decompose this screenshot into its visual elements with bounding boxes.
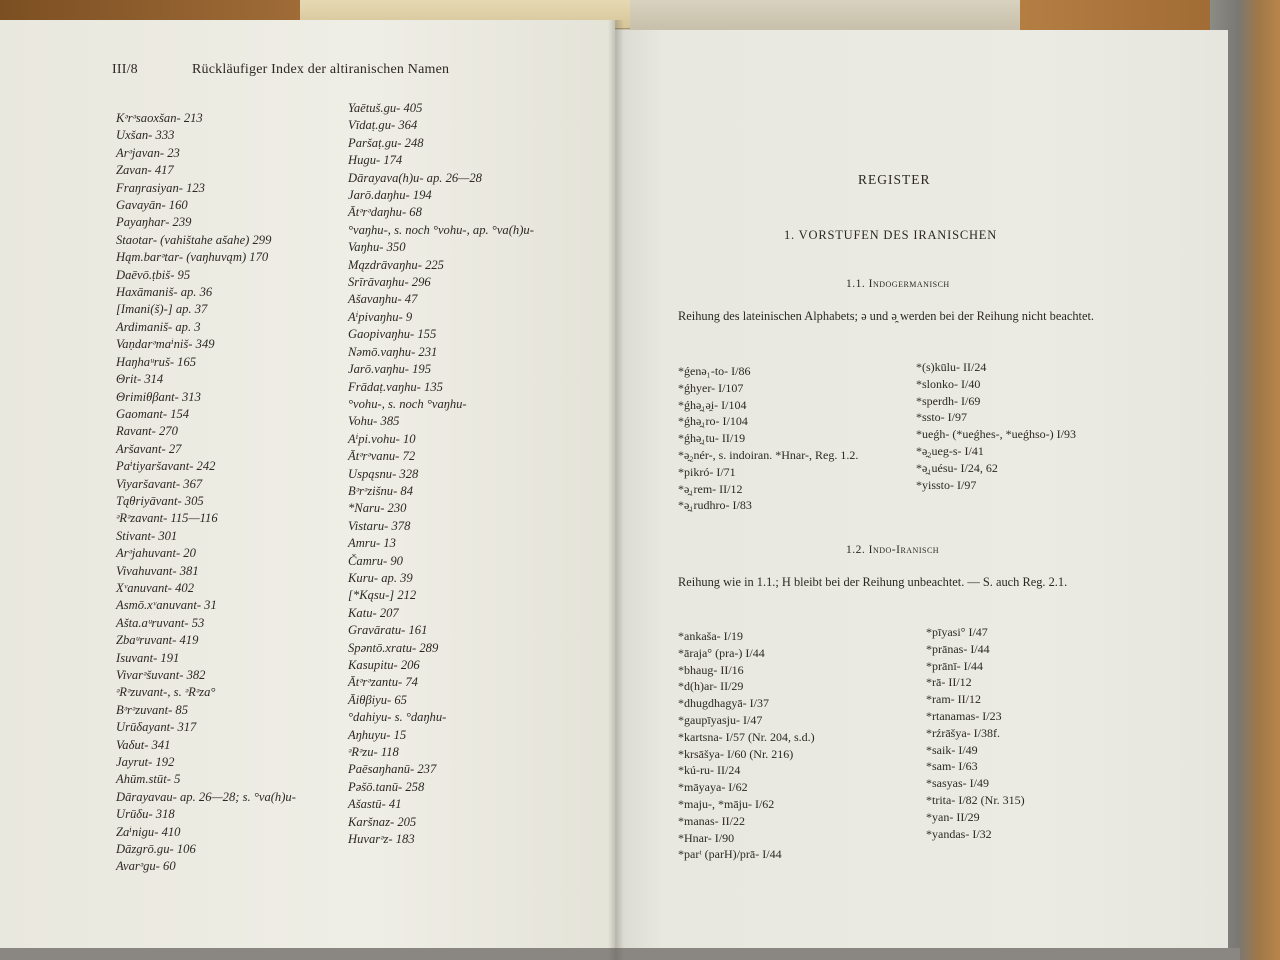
index-entry: *ǵenə₁-to- I/86 (678, 364, 751, 378)
index-column-2 (348, 100, 588, 848)
index-entry: Gaopivaŋhu- 155 (348, 327, 437, 342)
index-entry: *Hnar- I/90 (678, 830, 735, 845)
index-entry: *sasyas- I/49 (926, 776, 989, 791)
index-entry: Dārayavau- ap. 26—28; s. °va(h)u- (116, 789, 296, 804)
index-entry: *manas- II/22 (678, 813, 745, 828)
index-entry: Gaomant- 154 (116, 406, 190, 421)
subsection-intro-1: Reihung des lateinischen Alphabets; ə und ə̯ werden bei der Reihung nicht beachtet. (678, 309, 1094, 323)
index-entry: *ə̯₁rudhro- I/83 (678, 498, 752, 513)
index-entry: Vaŋhu- 350 (348, 240, 406, 255)
index-entry: *ə̯₂ueg-s- I/41 (916, 443, 984, 458)
index-entry: *kú-ru- II/24 (678, 763, 741, 778)
index-entry: [Imani(š)-] ap. 37 (116, 302, 208, 317)
index-entry: ᵊRᵊzu- 118 (348, 745, 399, 760)
index-entry: Aršavant- 27 (116, 441, 182, 456)
index-entry: Frādaṭ.vaŋhu- 135 (348, 379, 443, 394)
index-entry: *sam- I/63 (926, 759, 978, 774)
running-title: Rückläufiger Index der altiranischen Namen (192, 62, 450, 77)
section-title: 1. VORSTUFEN DES IRANISCHEN (784, 228, 998, 242)
index-entry: *prānī- I/44 (926, 658, 983, 673)
subsection-heading-2: 1.2. Indo-Iranisch (846, 544, 940, 556)
index-entry: *rźrāšya- I/38f. (926, 725, 1000, 740)
index-entry: Aⁱpi.vohu- 10 (348, 431, 416, 446)
index-entry: *ə̯₁uésu- I/24, 62 (916, 460, 998, 475)
index-entry: Zaⁱnigu- 410 (116, 824, 181, 839)
index-entry: Vivahuvant- 381 (116, 563, 199, 578)
index-entry: [*Kąsu-] 212 (348, 588, 417, 603)
index-entry: *māyaya- I/62 (678, 780, 748, 795)
index-entry: Haxāmaniš- ap. 36 (116, 285, 213, 300)
index-entry: Θrit- 314 (116, 372, 164, 387)
index-entry: Ātᵊrᵊzantu- 74 (348, 675, 418, 690)
index-entry: °vaŋhu-, s. noch °vohu-, ap. °va(h)u- (348, 222, 534, 237)
register-1-2-column-b (926, 624, 1025, 842)
index-entry: Aⁱpivaŋhu- 9 (348, 309, 413, 324)
index-entry: Āiθβiyu- 65 (348, 692, 407, 707)
index-entry: Vohu- 385 (348, 414, 400, 429)
index-entry: Uspąsnu- 328 (348, 466, 419, 481)
index-entry: *krsāšya- I/60 (Nr. 216) (678, 746, 794, 761)
register-1-1-column-b (916, 359, 1076, 493)
index-entry: *ǵhyer- I/107 (678, 380, 744, 395)
subsection-heading-1: 1.1. Indogermanisch (846, 278, 950, 290)
index-entry: Gavayān- 160 (116, 198, 188, 213)
index-entry: Asmō.xᵛanuvant- 31 (116, 598, 217, 613)
index-entry: *maju-, *māju- I/62 (678, 796, 775, 811)
index-entry: *saik- I/49 (926, 742, 978, 757)
index-entry: Vaδut- 341 (116, 737, 171, 752)
index-entry: Paⁱtiyaršavant- 242 (116, 459, 216, 474)
index-entry: Θrimiθβant- 313 (116, 389, 201, 404)
index-entry: *yissto- I/97 (916, 477, 977, 492)
index-entry: *ssto- I/97 (916, 410, 967, 425)
index-entry: *yandas- I/32 (926, 826, 992, 841)
index-entry: Ahūm.stūt- 5 (116, 772, 181, 787)
index-entry: *slonko- I/40 (916, 376, 981, 391)
book-gutter (608, 20, 624, 960)
index-entry: *kartsna- I/57 (Nr. 204, s.d.) (678, 729, 815, 744)
index-entry: Ravant- 270 (116, 424, 178, 439)
index-entry: Tąθriyāvant- 305 (116, 493, 204, 508)
index-entry: Stivant- 301 (116, 528, 178, 543)
index-entry: Fraŋrasiyan- 123 (116, 180, 205, 195)
index-entry: Huvarᵊz- 183 (348, 832, 415, 847)
index-entry: Ātᵊrᵊvanu- 72 (348, 449, 416, 464)
index-entry: *gaupīyasju- I/47 (678, 712, 763, 727)
index-entry: Uxšan- 333 (116, 128, 175, 143)
index-entry: Paēsaŋhanū- 237 (348, 762, 437, 777)
index-entry: Jarō.daŋhu- 194 (348, 188, 432, 203)
index-entry: Zavan- 417 (116, 163, 174, 178)
index-entry: *Naru- 230 (348, 501, 407, 516)
index-entry: Amru- 13 (348, 536, 396, 551)
index-entry: Dāzgrō.gu- 106 (116, 842, 196, 857)
index-entry: °vohu-, s. noch °vaŋhu- (348, 396, 467, 411)
index-entry: *ram- II/12 (926, 692, 981, 707)
index-entry: *pīyasi° I/47 (926, 625, 988, 639)
index-entry: Daēvō.ṭbiš- 95 (116, 267, 191, 282)
index-entry: Karšnaz- 205 (348, 814, 417, 829)
index-entry: Avarᵊgu- 60 (116, 859, 176, 874)
index-entry: Arᵊjavan- 23 (116, 145, 180, 160)
index-entry: Jarō.vaŋhu- 195 (348, 362, 432, 377)
index-entry: Kasupitu- 206 (348, 658, 420, 672)
index-entry: Arᵊjahuvant- 20 (116, 546, 196, 561)
index-entry: Paršaṭ.gu- 248 (348, 135, 424, 150)
index-entry: Čamru- 90 (348, 553, 403, 568)
index-entry: Viyaršavant- 367 (116, 476, 203, 491)
index-entry: Vistaru- 378 (348, 518, 411, 533)
index-entry: *sperdh- I/69 (916, 393, 981, 408)
index-entry: Gravāratu- 161 (348, 623, 428, 638)
index-entry: *ǵhə̯₁ə̯i- I/104 (678, 397, 747, 412)
index-entry: *āraja° (pra-) I/44 (678, 645, 765, 660)
index-entry: Nəmō.vaŋhu- 231 (348, 344, 438, 359)
index-entry: Ašavaŋhu- 47 (348, 292, 418, 307)
index-entry: °dahiyu- s. °daŋhu- (348, 710, 447, 725)
index-entry: Srīrāvaŋhu- 296 (348, 275, 431, 290)
index-entry: Ašastū- 41 (348, 797, 402, 812)
index-entry: *ǵhə̯₁ro- I/104 (678, 414, 748, 429)
index-entry: *d(h)ar- II/29 (678, 679, 744, 694)
index-entry: *bhaug- II/16 (678, 662, 744, 677)
subsection-intro-2: Reihung wie in 1.1.; H bleibt bei der Reihung unbeachtet. — S. auch Reg. 2.1. (678, 575, 1068, 589)
index-entry: Haŋhaᵘruš- 165 (116, 354, 197, 369)
index-entry: ᵊRᵊzuvant-, s. ᵊRᵊza° (116, 685, 216, 700)
index-entry: *trita- I/82 (Nr. 315) (926, 792, 1025, 807)
index-column-1 (116, 110, 351, 876)
index-entry: *rtanamas- I/23 (926, 708, 1002, 723)
index-entry: *ankaša- I/19 (678, 629, 743, 643)
index-entry: Bᵊrᵊzišnu- 84 (348, 483, 414, 498)
index-entry: Hąm.barᵊtar- (vaŋhuvąm) 170 (116, 250, 269, 265)
index-entry: *pikró- I/71 (678, 464, 736, 479)
index-entry: Isuvant- 191 (116, 650, 180, 665)
index-entry: Urūδu- 318 (116, 807, 175, 822)
index-entry: Ardimaniš- ap. 3 (116, 319, 201, 334)
index-entry: *dhugdhagyā- I/37 (678, 696, 769, 711)
index-entry: Pəšō.tanū- 258 (348, 779, 425, 794)
index-entry: *rā- II/12 (926, 675, 972, 690)
index-entry: *ə̯₁rem- II/12 (678, 481, 743, 496)
index-entry: Staotar- (vahištahe ašahe) 299 (116, 232, 272, 247)
index-entry: *prānas- I/44 (926, 641, 990, 656)
index-entry: *(s)kūlu- II/24 (916, 360, 987, 374)
index-entry: Yaētuš.gu- 405 (348, 101, 423, 115)
index-entry: Kᵊrᵊsaoxšan- 213 (116, 111, 203, 125)
index-entry: *ǵhə̯₁tu- II/19 (678, 431, 746, 446)
index-entry: Vivarᵊšuvant- 382 (116, 668, 206, 682)
register-title: REGISTER (858, 172, 931, 187)
index-entry: Bᵊrᵊzuvant- 85 (116, 702, 189, 717)
index-entry: Vīdaṭ.gu- 364 (348, 118, 418, 133)
index-entry: Urūδayant- 317 (116, 720, 197, 735)
index-entry: Xᵛanuvant- 402 (116, 580, 195, 595)
index-entry: Kuru- ap. 39 (348, 570, 413, 585)
index-entry: Mązdrāvaŋhu- 225 (348, 257, 444, 272)
register-1-2-column-a (678, 628, 815, 863)
index-entry: Katu- 207 (348, 605, 399, 620)
index-entry: *ueǵh- (*ueǵhes-, *ueǵhso-) I/93 (916, 427, 1076, 442)
index-entry: *ə̯₂nér-, s. indoiran. *Hnar-, Reg. 1.2. (678, 447, 859, 462)
index-entry: Zbaᵘruvant- 419 (116, 633, 199, 648)
page-number: III/8 (112, 62, 138, 77)
register-1-1-column-a (678, 363, 858, 514)
index-entry: Hugu- 174 (348, 153, 403, 168)
index-entry: Ātᵊrᵊdaŋhu- 68 (348, 205, 422, 220)
running-head (112, 62, 582, 78)
index-entry: Payaŋhar- 239 (116, 215, 192, 230)
index-entry: ᵊRᵊzavant- 115—116 (116, 511, 218, 526)
index-entry: Ašta.aᵘruvant- 53 (116, 615, 205, 630)
index-entry: Vaṇdarᵊmaⁱniš- 349 (116, 337, 215, 352)
index-entry: Dārayava(h)u- ap. 26—28 (348, 170, 482, 185)
index-entry: Jayrut- 192 (116, 755, 175, 770)
index-entry: Aŋhuyu- 15 (348, 727, 407, 742)
index-entry: *yan- II/29 (926, 809, 980, 824)
index-entry: *parᵗ (parH)/prā- I/44 (678, 847, 782, 862)
index-entry: Spəntō.xratu- 289 (348, 640, 439, 655)
